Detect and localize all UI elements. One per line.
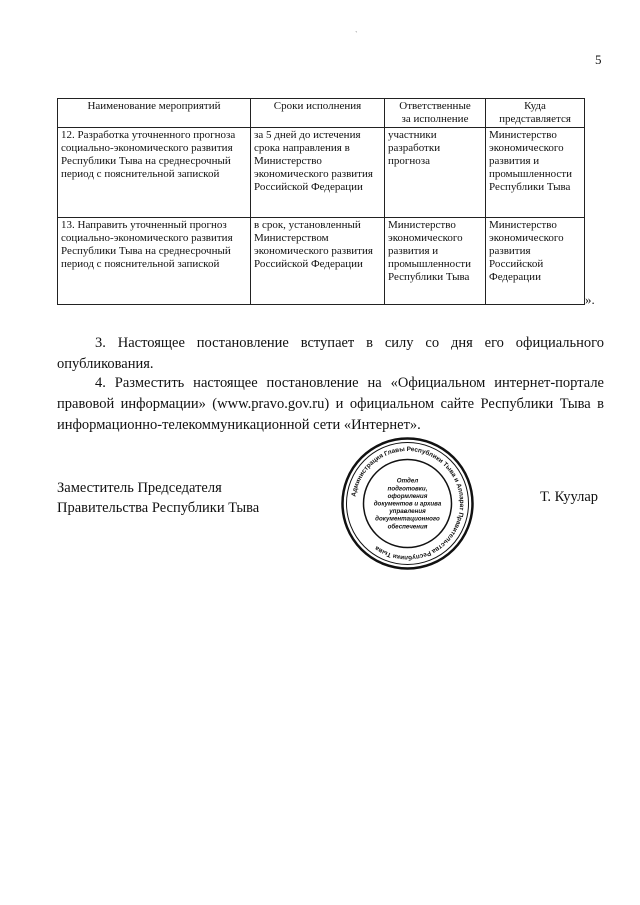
stamp-center-line: оформления bbox=[387, 492, 428, 500]
paragraph-3: 3. Настоящее постановление вступает в силу со дня его официального опубликования. bbox=[57, 335, 604, 372]
signer-name: Т. Куулар bbox=[540, 489, 599, 505]
stamp-center-line: обеспечения bbox=[387, 523, 428, 531]
stamp-ring-text: Администрация Главы Республики Тыва и Аппарат Правительства Республики Тыва bbox=[350, 445, 466, 562]
header-responsible: Ответственные за исполнение bbox=[385, 99, 486, 128]
cell-responsible: Министерство экономического развития и промышленности Республики Тыва bbox=[385, 218, 486, 305]
corner-mark: ` bbox=[355, 30, 358, 39]
table-row bbox=[58, 128, 585, 218]
cell-activity: 12. Разработка уточненного прогноза социально-экономического развития Республики Тыва на среднесрочный период с пояснительной запиской bbox=[58, 128, 251, 218]
closing-quote-mark: ». bbox=[585, 292, 595, 307]
cell-deadline: в срок, установленный Министерством экономического развития Российской Федерации bbox=[251, 218, 385, 305]
header-activity: Наименование мероприятий bbox=[58, 99, 251, 128]
stamp-center-line: Отдел bbox=[396, 477, 419, 485]
cell-activity: 13. Направить уточненный прогноз социально-экономического развития Республики Тыва на среднесрочный период с пояснительной запиской bbox=[58, 218, 251, 305]
stamp-center-line: документационного bbox=[375, 515, 440, 523]
signer-title bbox=[57, 478, 259, 518]
table-header-row bbox=[58, 99, 585, 128]
cell-recipient: Министерство экономического развития Российской Федерации bbox=[486, 218, 585, 305]
stamp-center-text bbox=[374, 478, 442, 531]
table-row bbox=[58, 218, 585, 305]
header-recipient: Куда представляется bbox=[486, 99, 585, 128]
signer-title-line1: Заместитель Председателя bbox=[57, 480, 222, 496]
stamp-center-line: управления bbox=[389, 508, 426, 516]
measures-table bbox=[57, 98, 585, 305]
stamp-center-line: документов и архива bbox=[373, 500, 442, 508]
official-stamp bbox=[340, 436, 475, 571]
signer-title-line2: Правительства Республики Тыва bbox=[57, 500, 260, 516]
stamp-center-line: подготовки, bbox=[387, 485, 428, 493]
cell-responsible: участники разработки прогноза bbox=[385, 128, 486, 218]
cell-recipient: Министерство экономического развития и промышленности Республики Тыва bbox=[486, 128, 585, 218]
paragraph-4: 4. Разместить настоящее постановление на «Официальном интернет-портале правовой информации» (www.pravo.gov.ru) и официальном сайте Республики Тыва в информационно-телекоммуникационной сети «Интернет». bbox=[57, 375, 604, 433]
page-number: 5 bbox=[595, 52, 602, 67]
header-deadline: Сроки исполнения bbox=[251, 99, 385, 128]
cell-deadline: за 5 дней до истечения срока направления в Министерство экономического развития Российской Федерации bbox=[251, 128, 385, 218]
